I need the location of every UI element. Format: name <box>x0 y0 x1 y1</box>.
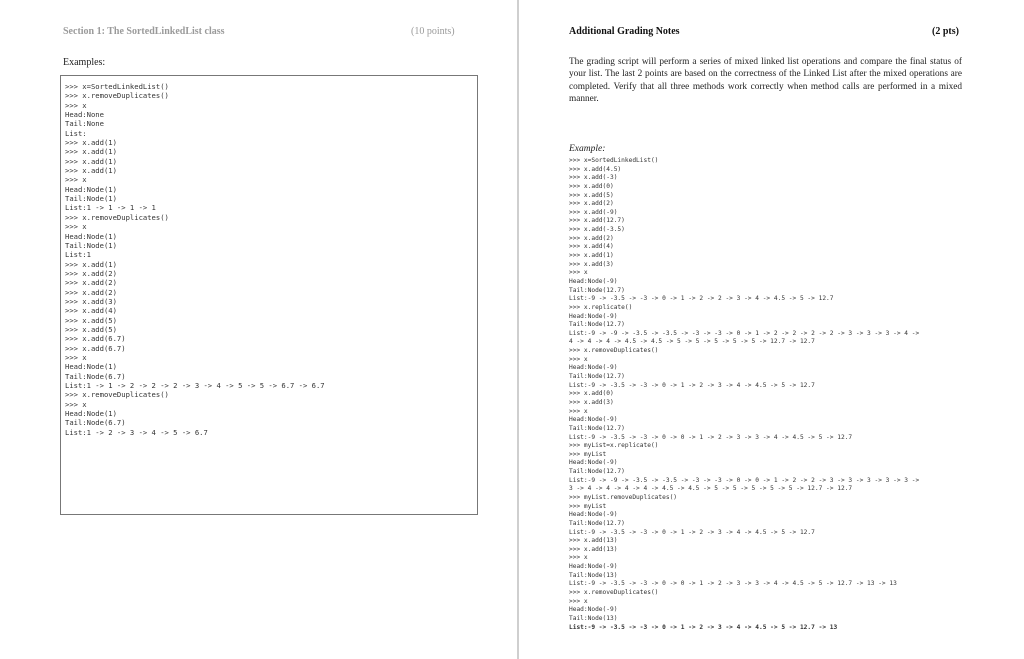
code-line: Head:Node(-9) <box>569 364 618 372</box>
code-line: List:-9 -> -9 -> -3.5 -> -3.5 -> -3 -> -3 -> 0 -> 0 -> 1 -> 2 -> 2 -> 3 -> 3 -> 3 -> 3 -> 3 -> <box>569 476 920 484</box>
code-line: List:-9 -> -3.5 -> -3 -> 0 -> 0 -> 1 -> 2 -> 3 -> 3 -> 4 -> 4.5 -> 5 -> 12.7 -> 13 -> 13 <box>569 580 897 588</box>
code-line: >>> x.add(2) <box>65 268 117 278</box>
code-line: Tail:Node(12.7) <box>569 519 625 527</box>
code-line: Head:Node(-9) <box>569 606 618 614</box>
section-points: (10 points) <box>411 26 455 37</box>
code-line: >>> x.removeDuplicates() <box>569 589 659 597</box>
examples-label: Examples: <box>63 57 106 68</box>
code-line: 3 -> 4 -> 4 -> 4 -> 4 -> 4.5 -> 4.5 -> 5 -> 5 -> 5 -> 5 -> 5 -> 12.7 -> 12.7 <box>569 485 853 493</box>
code-line: >>> x.add(1) <box>65 138 117 148</box>
code-line: Head:Node(-9) <box>569 312 618 320</box>
code-line: Tail:Node(1) <box>65 194 117 204</box>
code-line: >>> x.add(-9) <box>569 208 618 216</box>
code-line: List:1 -> 1 -> 1 -> 1 <box>65 203 156 213</box>
code-line: >>> x.add(2) <box>569 234 614 242</box>
code-line: >>> x.add(3) <box>65 296 117 306</box>
code-line: >>> x <box>569 355 588 363</box>
grading-notes-paragraph: The grading script will perform a series of mixed linked list operations and compare the final status of your list. The last 2 points are based on the correctness of the Linked List after the mixed operations are completed. Verify that all three methods work correctly when method calls are performed in a mixed manner. <box>569 57 962 104</box>
code-line: Head:Node(-9) <box>569 563 618 571</box>
code-line: >>> myList=x.replicate() <box>569 442 659 450</box>
code-line: >>> x <box>65 222 87 232</box>
code-line: >>> x.add(1) <box>65 259 117 269</box>
code-line: >>> x.add(13) <box>569 545 618 553</box>
code-line: Tail:Node(12.7) <box>569 424 625 432</box>
code-line: Head:Node(1) <box>65 362 117 372</box>
code-line: List:-9 -> -3.5 -> -3 -> 0 -> 1 -> 2 -> 2 -> 3 -> 4 -> 4.5 -> 5 -> 12.7 <box>569 295 834 303</box>
code-line: >>> x <box>569 269 588 277</box>
code-line: >>> x <box>65 175 87 185</box>
code-line: >>> x.removeDuplicates() <box>65 212 169 222</box>
code-line: Head:None <box>65 110 104 120</box>
code-line: >>> myList <box>569 502 607 510</box>
code-line: >>> x.add(2) <box>65 287 117 297</box>
code-line: >>> x.add(1) <box>65 166 117 176</box>
code-line: Tail:Node(12.7) <box>569 468 625 476</box>
code-line: >>> myList.removeDuplicates() <box>569 493 678 501</box>
code-line: >>> myList <box>569 450 607 458</box>
code-line: List:-9 -> -3.5 -> -3 -> 0 -> 1 -> 2 -> 3 -> 4 -> 4.5 -> 5 -> 12.7 -> 13 <box>569 623 838 631</box>
code-line: List:-9 -> -3.5 -> -3 -> 0 -> 1 -> 2 -> 3 -> 4 -> 4.5 -> 5 -> 12.7 <box>569 381 815 389</box>
code-line: List:1 -> 1 -> 2 -> 2 -> 2 -> 3 -> 4 -> 5 -> 5 -> 6.7 -> 6.7 <box>65 381 325 390</box>
code-line: Tail:Node(12.7) <box>569 286 625 294</box>
code-line: List:-9 -> -3.5 -> -3 -> 0 -> 0 -> 1 -> 2 -> 3 -> 3 -> 4 -> 4.5 -> 5 -> 12.7 <box>569 433 853 441</box>
code-line: Tail:Node(12.7) <box>569 321 625 329</box>
section-title: Section 1: The SortedLinkedList class <box>63 26 225 37</box>
grading-notes-title: Additional Grading Notes <box>569 26 680 37</box>
code-line: >>> x.add(-3) <box>569 174 618 182</box>
left-code-block <box>65 82 325 437</box>
right-code-block <box>569 157 919 632</box>
code-line: Head:Node(1) <box>65 409 117 419</box>
code-line: >>> x.add(1) <box>65 147 117 157</box>
code-line: >>> x.add(6.7) <box>65 334 126 344</box>
code-line: List: <box>65 128 87 138</box>
code-line: >>> x.add(13) <box>569 537 618 545</box>
code-line: Head:Node(1) <box>65 184 117 194</box>
code-line: Tail:Node(1) <box>65 240 117 250</box>
code-line: List:1 -> 2 -> 3 -> 4 -> 5 -> 6.7 <box>65 427 208 437</box>
code-line: >>> x <box>65 100 87 110</box>
code-line: Head:Node(-9) <box>569 277 618 285</box>
code-line: >>> x.add(5) <box>65 315 117 325</box>
code-line: Head:Node(1) <box>65 231 117 241</box>
code-line: >>> x.add(3) <box>569 260 614 268</box>
code-line: >>> x.add(-3.5) <box>569 226 625 234</box>
code-line: >>> x.add(0) <box>569 390 614 398</box>
code-line: >>> x <box>569 597 588 605</box>
code-line: Head:Node(-9) <box>569 416 618 424</box>
code-line: >>> x.add(4.5) <box>569 165 622 173</box>
code-line: Tail:Node(6.7) <box>65 371 126 381</box>
code-line: >>> x.add(6.7) <box>65 343 126 353</box>
code-line: 4 -> 4 -> 4 -> 4.5 -> 4.5 -> 5 -> 5 -> 5 -> 5 -> 5 -> 12.7 -> 12.7 <box>569 338 815 346</box>
code-line: Head:Node(-9) <box>569 459 618 467</box>
example-label: Example: <box>569 144 606 154</box>
code-line: >>> x <box>65 399 87 409</box>
code-line: >>> x.add(1) <box>65 156 117 166</box>
code-line: Tail:None <box>65 119 104 129</box>
code-line: Head:Node(-9) <box>569 511 618 519</box>
code-line: List:-9 -> -9 -> -3.5 -> -3.5 -> -3 -> -3 -> 0 -> 1 -> 2 -> 2 -> 2 -> 2 -> 3 -> 3 -> 3 -> 4 -> <box>569 329 920 337</box>
code-line: >>> x.add(12.7) <box>569 217 625 225</box>
code-line: >>> x.add(5) <box>65 324 117 334</box>
code-line: >>> x.add(4) <box>65 306 117 316</box>
code-line: >>> x.add(2) <box>569 200 614 208</box>
code-line: Tail:Node(6.7) <box>65 418 126 428</box>
code-line: >>> x.add(4) <box>569 243 614 251</box>
code-line: >>> x.add(2) <box>65 278 117 288</box>
grading-notes-points: (2 pts) <box>932 26 959 37</box>
code-line: >>> x.add(5) <box>569 191 614 199</box>
code-line: Tail:Node(13) <box>569 571 618 579</box>
code-line: List:1 <box>65 250 91 260</box>
code-line: Tail:Node(13) <box>569 614 618 622</box>
code-line: >>> x=SortedLinkedList() <box>569 157 659 164</box>
code-line: >>> x.add(3) <box>569 398 614 406</box>
code-line: List:-9 -> -3.5 -> -3 -> 0 -> 1 -> 2 -> 3 -> 4 -> 4.5 -> 5 -> 12.7 <box>569 528 815 536</box>
code-line: >>> x <box>569 407 588 415</box>
code-line: >>> x.add(1) <box>569 252 614 260</box>
code-line: >>> x <box>65 352 87 362</box>
code-line: >>> x.removeDuplicates() <box>569 347 659 355</box>
code-line: >>> x.removeDuplicates() <box>65 390 169 400</box>
code-line: >>> x.replicate() <box>569 303 633 311</box>
code-line: Tail:Node(12.7) <box>569 373 625 381</box>
code-line: >>> x.removeDuplicates() <box>65 91 169 101</box>
code-line: >>> x=SortedLinkedList() <box>65 82 169 91</box>
code-line: >>> x.add(0) <box>569 182 614 190</box>
code-line: >>> x <box>569 554 588 562</box>
